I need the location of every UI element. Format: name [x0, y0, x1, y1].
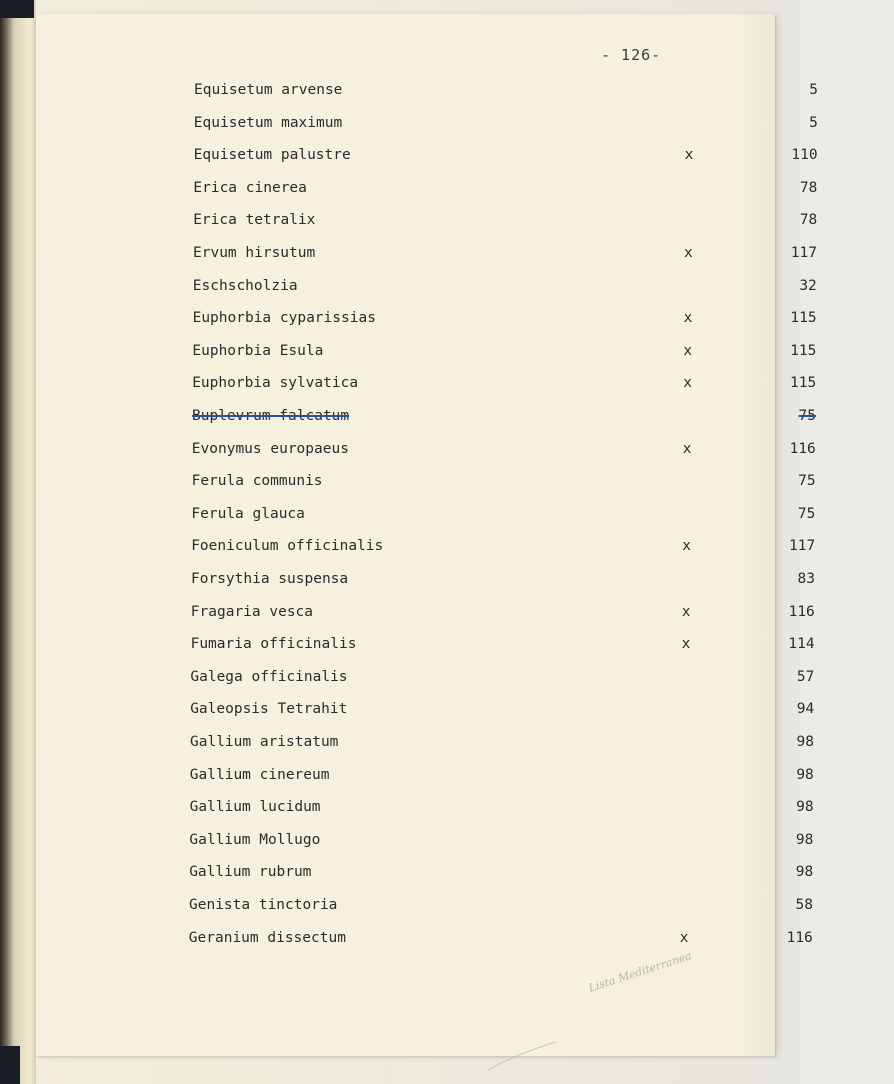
- page-reference: 5: [809, 82, 818, 98]
- plant-name: Eschscholzia: [192, 277, 298, 294]
- page-reference: 98: [795, 831, 814, 848]
- pencil-stroke: [486, 1034, 576, 1074]
- list-item: [191, 604, 891, 626]
- check-mark: x: [684, 245, 693, 261]
- page-reference: 117: [788, 538, 816, 555]
- binding-tab-bottom: [0, 1046, 20, 1084]
- list-item: [190, 767, 890, 789]
- plant-name: Genista tinctoria: [189, 897, 338, 913]
- page-reference: 117: [790, 245, 817, 261]
- check-mark: x: [683, 310, 693, 327]
- pencil-annotation: Lista Mediterranea: [586, 949, 694, 995]
- plant-name: Erica cinerea: [193, 179, 307, 196]
- list-item: [190, 701, 890, 723]
- page-reference: 114: [788, 636, 815, 653]
- plant-name: Ferula communis: [191, 473, 323, 490]
- plant-name: Fumaria officinalis: [190, 636, 357, 653]
- list-item: [191, 636, 891, 658]
- list-item: [194, 82, 894, 104]
- list-item: [194, 147, 894, 169]
- page-reference: 110: [791, 147, 818, 164]
- plant-name: Forsythia suspensa: [191, 571, 349, 587]
- plant-name: Euphorbia sylvatica: [192, 375, 359, 392]
- page-reference: 5: [809, 114, 818, 131]
- list-item: [190, 669, 890, 691]
- list-item: [189, 897, 889, 919]
- binding-tab-top: [0, 0, 34, 18]
- plant-name: Equisetum palustre: [193, 147, 351, 164]
- check-mark: x: [684, 147, 694, 164]
- page-reference: 94: [796, 701, 815, 718]
- list-item: [194, 115, 894, 137]
- plant-name: Gallium cinereum: [189, 766, 330, 783]
- page-reference: 115: [790, 342, 817, 359]
- check-mark: x: [681, 636, 691, 653]
- plant-name: Geranium dissectum: [188, 929, 346, 946]
- plant-name: Fragaria vesca: [190, 603, 314, 620]
- page-reference: 115: [789, 375, 817, 392]
- page-reference: 98: [795, 864, 814, 881]
- plant-name: Galeopsis Tetrahit: [190, 701, 348, 718]
- plant-name: Buplevrum falcatum: [192, 408, 350, 424]
- list-item: [189, 930, 889, 952]
- page-reference: 75: [798, 473, 816, 490]
- document-page: [36, 14, 818, 1056]
- page-reference: 78: [799, 212, 818, 229]
- page-reference: 75: [798, 408, 816, 424]
- check-mark: x: [683, 342, 693, 359]
- list-item: [193, 180, 893, 202]
- list-item: [189, 832, 889, 854]
- plant-name: Euphorbia Esula: [192, 342, 324, 359]
- page-reference: 116: [786, 929, 813, 946]
- page-reference: 115: [790, 310, 817, 327]
- plant-name: Gallium Mollugo: [189, 831, 321, 848]
- page-reference: 32: [799, 277, 817, 294]
- list-item: [191, 506, 891, 528]
- plant-name: Gallium lucidum: [189, 799, 321, 816]
- plant-name: Equisetum maximum: [193, 114, 343, 131]
- plant-name: Gallium aristatum: [190, 734, 339, 750]
- plant-name: Evonymus europaeus: [191, 440, 349, 457]
- list-item: [190, 734, 890, 756]
- page-reference: 83: [797, 571, 815, 587]
- list-item: [192, 343, 892, 365]
- list-item: [191, 538, 891, 560]
- plant-name: Equisetum arvense: [194, 82, 343, 98]
- page-reference: 57: [796, 668, 815, 685]
- list-item: [193, 212, 893, 234]
- page-reference: 98: [796, 799, 814, 816]
- page-reference: 116: [789, 440, 816, 457]
- check-mark: x: [679, 929, 689, 946]
- page-reference: 75: [797, 505, 816, 522]
- check-mark: x: [682, 440, 692, 457]
- plant-name: Foeniculum officinalis: [191, 538, 384, 555]
- book-binding: [0, 0, 36, 1084]
- list-item: [192, 473, 892, 495]
- page-number: - 126-: [601, 46, 662, 64]
- page-reference: 78: [799, 179, 818, 196]
- check-mark: x: [682, 538, 691, 555]
- list-item: [192, 375, 892, 397]
- page-reference: 116: [788, 603, 815, 620]
- plant-name: Galega officinalis: [190, 668, 348, 685]
- list-item: [193, 245, 893, 267]
- list-item: [192, 441, 892, 463]
- plant-name: Euphorbia cyparissias: [192, 310, 376, 327]
- list-item: [191, 571, 891, 593]
- plant-name: Erica tetralix: [193, 212, 316, 229]
- list-item: [193, 310, 893, 332]
- list-item: [189, 864, 889, 886]
- check-mark: x: [683, 375, 692, 392]
- plant-name: Ferula glauca: [191, 505, 305, 522]
- list-item: [190, 799, 890, 821]
- plant-name: Gallium rubrum: [189, 864, 312, 881]
- page-reference: 98: [796, 766, 814, 783]
- list-item: [192, 408, 892, 430]
- page-reference: 98: [796, 734, 814, 750]
- page-reference: 58: [795, 897, 813, 913]
- plant-name: Ervum hirsutum: [193, 245, 316, 261]
- check-mark: x: [681, 603, 691, 620]
- list-item: [193, 278, 893, 300]
